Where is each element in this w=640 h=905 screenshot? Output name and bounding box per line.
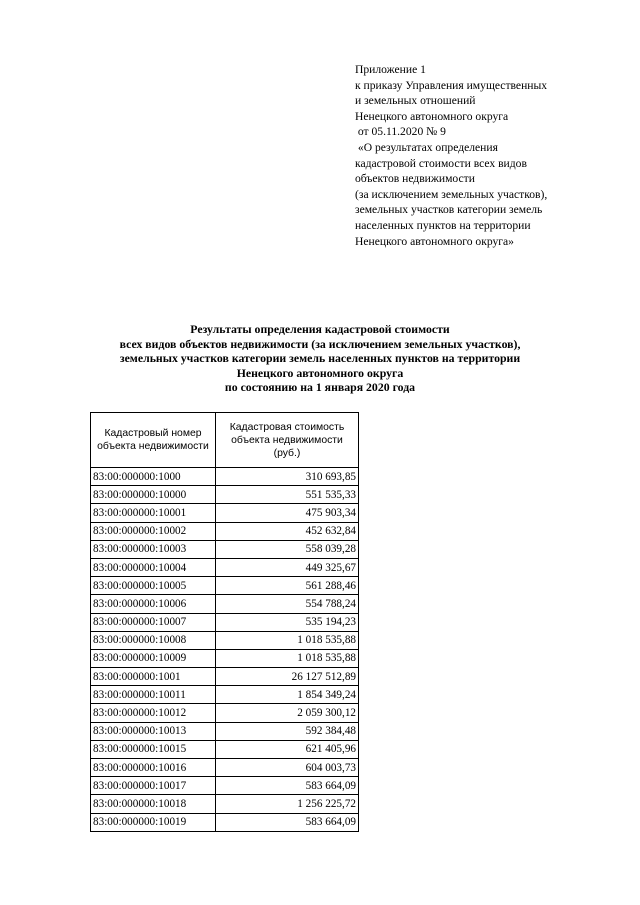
title-line: Результаты определения кадастровой стоимости: [190, 322, 450, 336]
document-title: [0, 322, 640, 395]
table-row: [91, 704, 359, 722]
cadastral-number-cell: 83:00:000000:10019: [91, 813, 216, 831]
header-cadastral-value: Кадастровая стоимость объекта недвижимости (руб.): [216, 413, 359, 468]
table-row: [91, 558, 359, 576]
table-row: [91, 468, 359, 486]
title-line: Ненецкого автономного округа: [236, 365, 404, 380]
table-header-row: [91, 413, 359, 468]
cadastral-number-cell: 83:00:000000:10006: [91, 595, 216, 613]
appendix-line: к приказу Управления имущественных: [355, 78, 548, 92]
cadastral-value-cell: 449 325,67: [216, 558, 359, 576]
table-row: [91, 649, 359, 667]
cadastral-value-cell: 551 535,33: [216, 486, 359, 504]
title-line: по состоянию на 1 января 2020 года: [224, 380, 416, 395]
appendix-line: Приложение 1: [355, 63, 426, 76]
cadastral-value-cell: 561 288,46: [216, 577, 359, 595]
table-row: [91, 631, 359, 649]
cadastral-number-cell: 83:00:000000:10015: [91, 740, 216, 758]
cadastral-number-cell: 83:00:000000:10002: [91, 522, 216, 540]
cadastral-value-cell: 1 256 225,72: [216, 795, 359, 813]
cadastral-value-cell: 2 059 300,12: [216, 704, 359, 722]
cadastral-value-cell: 558 039,28: [216, 540, 359, 558]
cadastral-value-cell: 604 003,73: [216, 759, 359, 777]
cadastral-value-cell: 583 664,09: [216, 813, 359, 831]
cadastral-number-cell: 83:00:000000:10000: [91, 486, 216, 504]
cadastral-value-cell: 583 664,09: [216, 777, 359, 795]
appendix-line: и земельных отношений: [355, 94, 476, 108]
cadastral-number-cell: 83:00:000000:10007: [91, 613, 216, 631]
cadastral-value-cell: 1 018 535,88: [216, 631, 359, 649]
table-row: [91, 686, 359, 704]
table-row: [91, 813, 359, 831]
cadastral-number-cell: 83:00:000000:1000: [91, 468, 216, 486]
table-row: [91, 613, 359, 631]
header-cadastral-number: Кадастровый номер объекта недвижимости: [91, 413, 216, 468]
appendix-line: Ненецкого автономного округа: [355, 109, 509, 123]
cadastral-number-cell: 83:00:000000:10012: [91, 704, 216, 722]
appendix-line: от 05.11.2020 № 9: [355, 125, 446, 139]
title-line: земельных участков категории земель населенных пунктов на территории: [119, 351, 521, 366]
appendix-line: Ненецкого автономного округа»: [355, 234, 514, 248]
cadastral-value-cell: 452 632,84: [216, 522, 359, 540]
results-table: [90, 412, 359, 832]
table-row: [91, 777, 359, 795]
cadastral-value-cell: 310 693,85: [216, 468, 359, 486]
cadastral-value-cell: 592 384,48: [216, 722, 359, 740]
cadastral-value-cell: 475 903,34: [216, 504, 359, 522]
cadastral-number-cell: 83:00:000000:10009: [91, 649, 216, 667]
appendix-line: кадастровой стоимости всех видов: [355, 156, 527, 170]
table-row: [91, 795, 359, 813]
cadastral-number-cell: 83:00:000000:10018: [91, 795, 216, 813]
table-row: [91, 668, 359, 686]
cadastral-number-cell: 83:00:000000:10011: [91, 686, 216, 704]
table-row: [91, 522, 359, 540]
table-row: [91, 486, 359, 504]
table-row: [91, 759, 359, 777]
cadastral-value-cell: 1 018 535,88: [216, 649, 359, 667]
cadastral-value-cell: 26 127 512,89: [216, 668, 359, 686]
appendix-line: «О результатах определения: [355, 140, 498, 154]
table-row: [91, 504, 359, 522]
cadastral-number-cell: 83:00:000000:1001: [91, 668, 216, 686]
cadastral-number-cell: 83:00:000000:10005: [91, 577, 216, 595]
cadastral-number-cell: 83:00:000000:10016: [91, 759, 216, 777]
table-row: [91, 595, 359, 613]
cadastral-number-cell: 83:00:000000:10013: [91, 722, 216, 740]
cadastral-value-cell: 621 405,96: [216, 740, 359, 758]
cadastral-number-cell: 83:00:000000:10004: [91, 558, 216, 576]
appendix-line: населенных пунктов на территории: [355, 218, 531, 232]
cadastral-number-cell: 83:00:000000:10003: [91, 540, 216, 558]
title-line: всех видов объектов недвижимости (за исключением земельных участков),: [119, 336, 521, 351]
table-row: [91, 722, 359, 740]
appendix-line: объектов недвижимости: [355, 172, 475, 186]
table-row: [91, 740, 359, 758]
cadastral-value-cell: 535 194,23: [216, 613, 359, 631]
appendix-line: земельных участков категории земель: [355, 203, 543, 217]
table-row: [91, 577, 359, 595]
appendix-header: [355, 62, 635, 249]
cadastral-number-cell: 83:00:000000:10008: [91, 631, 216, 649]
table-row: [91, 540, 359, 558]
cadastral-value-cell: 1 854 349,24: [216, 686, 359, 704]
cadastral-value-cell: 554 788,24: [216, 595, 359, 613]
appendix-line: (за исключением земельных участков),: [355, 187, 548, 201]
cadastral-number-cell: 83:00:000000:10017: [91, 777, 216, 795]
cadastral-number-cell: 83:00:000000:10001: [91, 504, 216, 522]
